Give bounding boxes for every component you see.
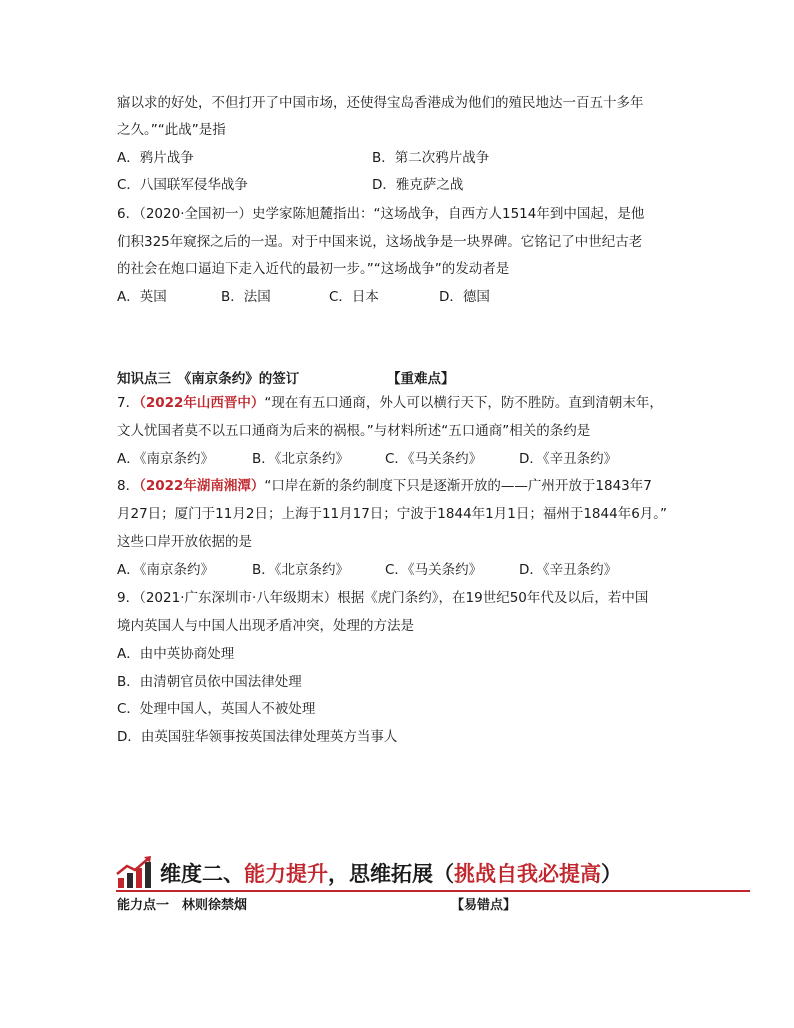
banner-title (160, 858, 622, 888)
q8-line3: 这些口岸开放依据的是 (117, 534, 252, 550)
q5-option-d[interactable]: D．雅克萨之战 (372, 177, 464, 193)
q5-line2: 之久。”“此战”是指 (117, 122, 226, 138)
q6-option-c[interactable]: C．日本 (329, 289, 379, 305)
q7-option-b[interactable]: B．《北京条约》 (252, 451, 350, 467)
q6-line1: 6．（2020·全国初一）史学家陈旭麓指出：“这场战争，自西方人1514年到中国起，是他 (117, 206, 645, 222)
q9-option-a[interactable]: A．由中英协商处理 (117, 646, 235, 662)
q6-line2: 们积325年窥探之后的一逞。对于中国来说，这场战争是一块界碑。它铭记了中世纪古老 (117, 234, 643, 250)
banner-part3: ，思维拓展（ (328, 862, 454, 886)
ability-title: 能力点一 林则徐禁烟 (117, 898, 248, 913)
q7-option-c[interactable]: C．《马关条约》 (385, 451, 483, 467)
banner-part4: 挑战自我必提高 (454, 862, 601, 886)
q9-option-b[interactable]: B．由清朝官员依中国法律处理 (117, 674, 302, 690)
q8-line2: 月27日；厦门于11月2日；上海于11月17日；宁波于1844年1月1日；福州于1844年6月。” (117, 506, 668, 522)
banner-divider (116, 890, 750, 892)
q6-option-d[interactable]: D．德国 (439, 289, 490, 305)
q7-option-a[interactable]: A．《南京条约》 (117, 451, 214, 467)
q5-option-c[interactable]: C．八国联军侵华战争 (117, 177, 248, 193)
q6-option-a[interactable]: A．英国 (117, 289, 167, 305)
q8-line1-text: “口岸在新的条约制度下只是逐渐开放的——广州开放于1843年7 (264, 478, 652, 494)
banner-part2: 能力提升 (244, 862, 328, 886)
q8-number: 8． (117, 478, 140, 494)
q9-line2: 境内英国人与中国人出现矛盾冲突，处理的方法是 (117, 618, 414, 634)
q7-source: （2022年山西晋中） (139, 395, 265, 411)
section-tag: 【重难点】 (387, 371, 455, 387)
q9-line1: 9．（2021·广东深圳市·八年级期末）根据《虎门条约》，在19世纪50年代及以后，若中国 (117, 590, 649, 606)
growth-chart-icon (116, 856, 154, 890)
q7-option-d[interactable]: D．《辛丑条约》 (519, 451, 618, 467)
q5-option-b[interactable]: B．第二次鸦片战争 (372, 150, 490, 166)
ability-heading (117, 894, 517, 913)
q8-line1 (117, 477, 652, 495)
q6-option-b[interactable]: B．法国 (221, 289, 271, 305)
q5-option-a[interactable]: A．鸦片战争 (117, 150, 194, 166)
q5-line1: 寤以求的好处，不但打开了中国市场，还使得宝岛香港成为他们的殖民地达一百五十多年 (117, 95, 644, 111)
q6-line3: 的社会在炮口逼迫下走入近代的最初一步。”“这场战争”的发动者是 (117, 261, 510, 277)
banner-part1: 维度二、 (160, 862, 244, 886)
q8-option-a[interactable]: A．《南京条约》 (117, 562, 214, 578)
q7-number: 7． (117, 395, 140, 411)
q7-line1 (117, 394, 663, 412)
q9-option-d[interactable]: D．由英国驻华领事按英国法律处理英方当事人 (117, 729, 398, 745)
q9-option-c[interactable]: C．处理中国人，英国人不被处理 (117, 701, 316, 717)
q7-line1-text: “现在有五口通商，外人可以横行天下，防不胜防。直到清朝末年， (264, 395, 663, 411)
q8-source: （2022年湖南湘潭） (139, 478, 265, 494)
section-heading (117, 367, 455, 387)
ability-tag: 【易错点】 (451, 898, 517, 913)
q8-option-d[interactable]: D．《辛丑条约》 (519, 562, 618, 578)
q8-option-b[interactable]: B．《北京条约》 (252, 562, 350, 578)
q8-option-c[interactable]: C．《马关条约》 (385, 562, 483, 578)
q7-line2: 文人忧国者莫不以五口通商为后来的祸根。”与材料所述“五口通商”相关的条约是 (117, 423, 591, 439)
banner-part5: ） (601, 862, 622, 886)
section-title: 知识点三 《南京条约》的签订 (117, 371, 300, 387)
